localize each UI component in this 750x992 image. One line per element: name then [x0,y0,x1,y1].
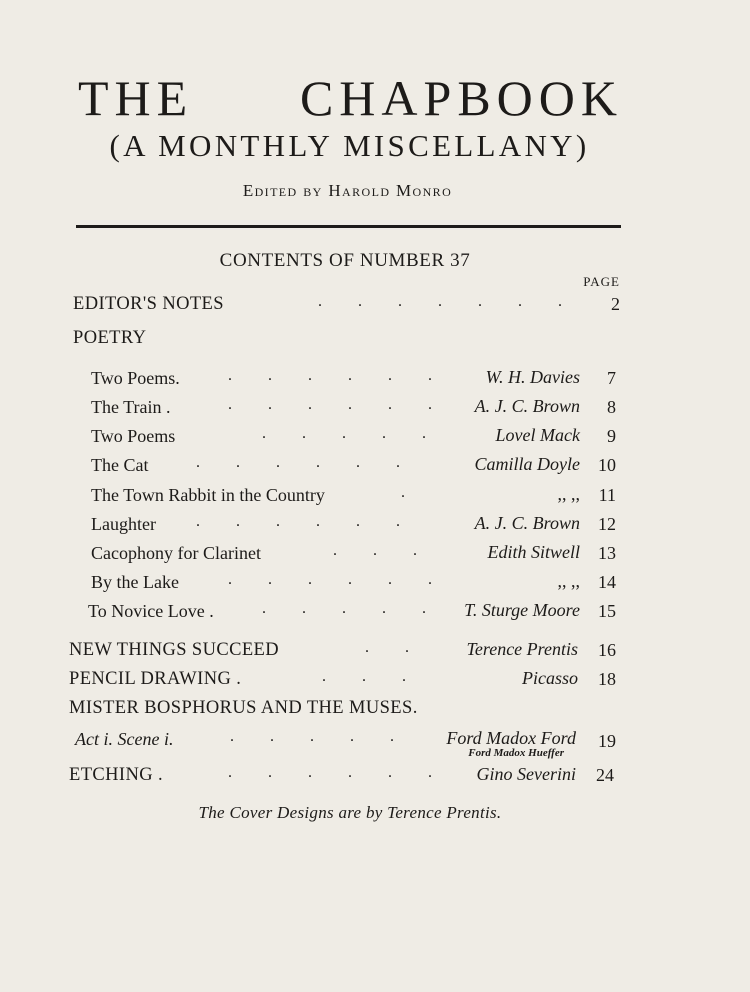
editors-notes-page: 2 [611,294,620,314]
dot-leader: . [401,484,421,501]
section-author: Picasso [522,668,578,688]
ditto-marks: ,, ,, [557,571,580,591]
section-title: NEW THINGS SUCCEED [69,640,280,660]
poem-title: Laughter [91,514,156,534]
poem-author: A. J. C. Brown [474,513,580,533]
dot-leader: . . . . . [262,600,442,617]
poem-author: Edith Sitwell [487,542,580,562]
scene-author: Ford Madox Ford [446,728,576,748]
poem-page: 13 [598,543,616,563]
poem-author: W. H. Davies [485,367,580,387]
poem-page: 14 [598,572,616,592]
mister-bosphorus-title: MISTER BOSPHORUS AND THE MUSES. [69,698,418,718]
dot-leader: . . . . . . [228,764,448,781]
section-title: PENCIL DRAWING . [69,669,242,689]
dot-leader: . . [365,639,425,656]
dot-leader: . . . . . [262,425,442,442]
etching-page: 24 [596,765,614,785]
dot-leader: . . . [333,542,433,559]
poem-title: Cacophony for Clarinet [91,543,261,563]
scene-page: 19 [598,731,616,751]
section-page: 18 [598,669,616,689]
ditto-marks: ,, ,, [557,484,580,504]
header-rule [76,225,621,228]
cover-credit: The Cover Designs are by Terence Prentis. [198,803,502,822]
poem-page: 10 [598,455,616,475]
poem-author: Lovel Mack [495,425,580,445]
dot-leader: . . . . . [230,728,410,745]
poem-title: The Town Rabbit in the Country [91,485,325,505]
dot-leader: . . . . . . [228,367,448,384]
dot-leader: . . . . . . [228,396,448,413]
poem-title: Two Poems [91,426,176,446]
magazine-title: THE CHAPBOOK [78,70,623,126]
section-page: 16 [598,640,616,660]
poem-title: The Cat [91,455,149,475]
dot-leader: . . . [322,668,422,685]
etching-author: Gino Severini [476,764,576,784]
poem-page: 9 [607,426,616,446]
section-author: Terence Prentis [466,639,578,659]
editors-notes-leader: . . . . . . . [318,293,578,310]
poem-author: A. J. C. Brown [474,396,580,416]
poem-title: The Train . [91,397,171,417]
poem-author: Camilla Doyle [474,454,580,474]
page-column-label: PAGE [583,274,620,289]
poem-title: Two Poems. [91,368,180,388]
dot-leader: . . . . . . [228,571,448,588]
poem-author: T. Sturge Moore [464,600,580,620]
magazine-subtitle: (A MONTHLY MISCELLANY) [109,128,590,163]
dot-leader: . . . . . . [196,454,416,471]
poem-page: 7 [607,368,616,388]
poem-page: 12 [598,514,616,534]
poem-title: To Novice Love . [88,601,214,621]
editors-notes-title: EDITOR'S NOTES [73,294,224,314]
poem-page: 8 [607,397,616,417]
poem-page: 15 [598,601,616,621]
dot-leader: . . . . . . [196,513,416,530]
editor-credit: Edited by Harold Monro [242,181,453,200]
scene-author-former-name: Ford Madox Hueffer [468,747,564,759]
poem-title: By the Lake [91,572,179,592]
etching-title: ETCHING . [69,765,164,785]
scene-title: Act i. Scene i. [75,729,174,749]
poetry-heading: POETRY [73,328,147,348]
poem-page: 11 [598,485,616,505]
contents-heading: CONTENTS OF NUMBER 37 [219,250,471,271]
